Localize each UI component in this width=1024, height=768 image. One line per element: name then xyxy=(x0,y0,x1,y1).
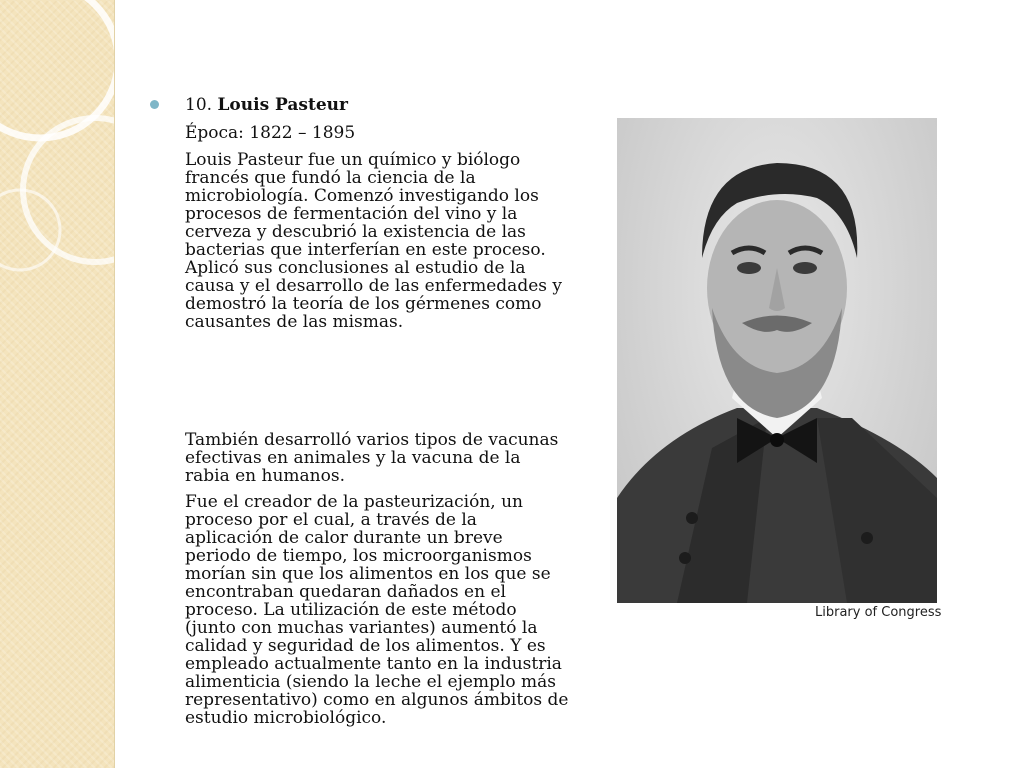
decorative-sidebar xyxy=(0,0,115,768)
item-name: Louis Pasteur xyxy=(217,95,348,115)
paragraph-pasteurization: Fue el creador de la pasteurización, un proceso por el cual, a través de la aplicación de calor durante un breve periodo de tiempo, los microorganismos morían sin que los alimentos en los que se encontraban quedaran dañados en el proceso. La utilización de este método (junto con muchas variantes) aumentó la calidad y seguridad de los alimentos. Y es empleado actualmente tanto en la industria alimenticia (siendo la leche el ejemplo más representativo) como en algunos ámbitos de estudio microbiológico. xyxy=(185,492,569,728)
portrait-image xyxy=(617,118,937,603)
paragraph-biography: Louis Pasteur fue un químico y biólogo francés que fundó la ciencia de la microbiología. Comenzó investigando los procesos de fermentación del vino y la cerveza y descubrió la existencia de las bacterias que interferían en este proceso. Aplicó sus conclusiones al estudio de la causa y el desarrollo de las enfermedades y demostró la teoría de los gérmenes como causantes de las mismas. xyxy=(185,150,562,332)
portrait-illustration xyxy=(617,118,937,603)
epoch-text: Época: 1822 – 1895 xyxy=(185,123,356,143)
photo-credit: Library of Congress xyxy=(815,605,942,620)
bullet-icon xyxy=(150,100,159,109)
paragraph-vaccines: También desarrolló varios tipos de vacunas efectivas en animales y la vacuna de la rabia en humanos. xyxy=(185,430,559,486)
decorative-circles xyxy=(0,0,114,768)
item-heading xyxy=(185,94,348,116)
item-number: 10. xyxy=(185,95,213,115)
